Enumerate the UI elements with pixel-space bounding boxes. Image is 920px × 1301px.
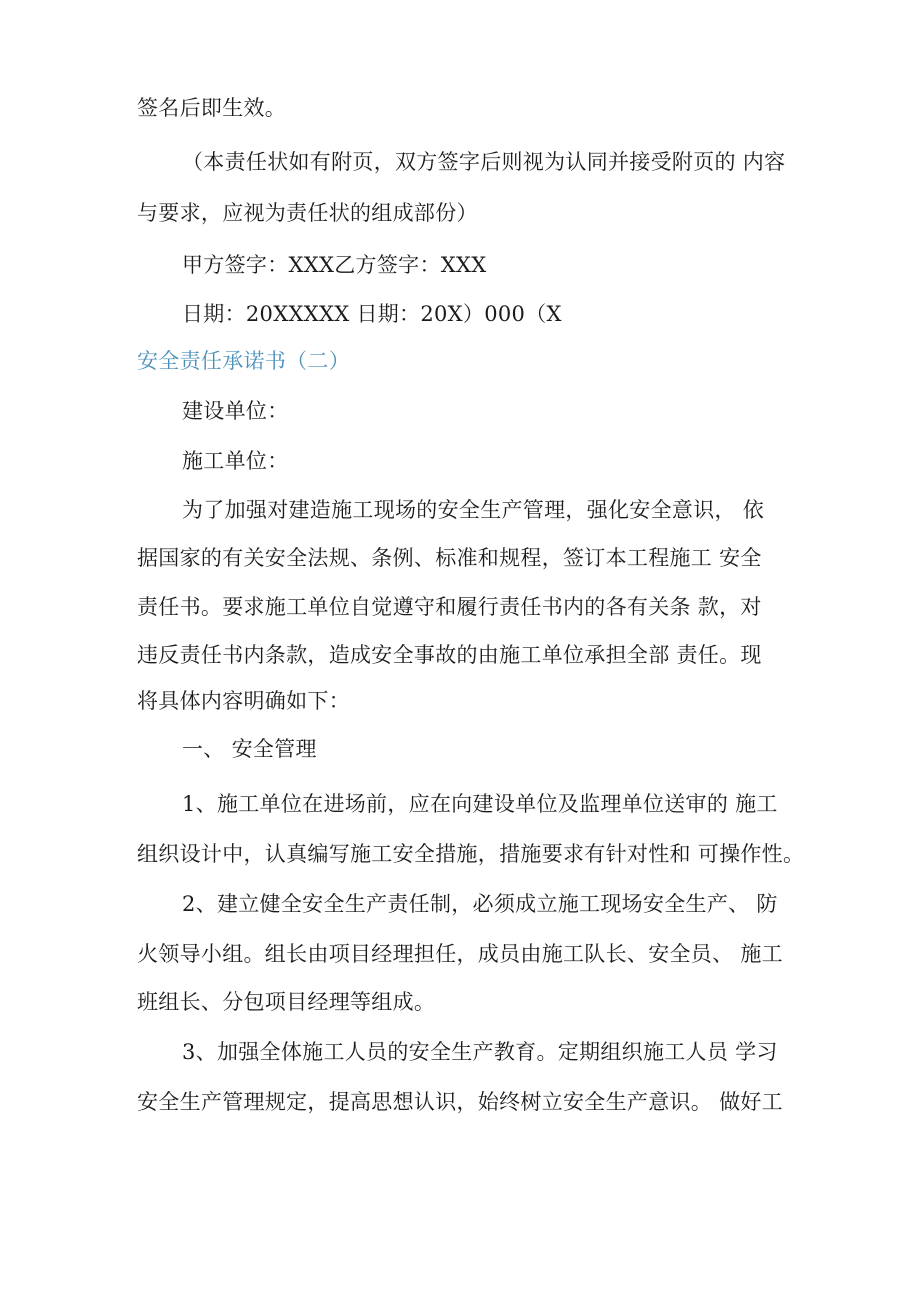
text-line: 与要求，应视为责任状的组成部份） (137, 201, 478, 225)
date-line: 日期：20XXXXX 日期：20X）000（X (182, 302, 562, 326)
text-line: 建设单位： (182, 399, 289, 423)
text-line: 2、建立健全安全生产责任制，必须成立施工现场安全生产、 防 (182, 892, 778, 916)
text-line: 责任书。要求施工单位自觉遵守和履行责任书内的各有关条 款，对 (137, 595, 762, 619)
text-line: 火领导小组。组长由项目经理担任，成员由施工队长、安全员、 施工 (137, 942, 783, 966)
section-heading: 安全责任承诺书（二） (137, 349, 350, 373)
text-line: 组织设计中，认真编写施工安全措施，措施要求有针对性和 可操作性。 (137, 842, 805, 866)
text-line: 违反责任书内条款，造成安全事故的由施工单位承担全部 责任。现 (137, 643, 762, 667)
text-line: （本责任状如有附页，双方签字后则视为认同并接受附页的 内容 (182, 150, 786, 174)
text-line: 签名后即生效。 (137, 96, 287, 120)
text-line: 为了加强对建造施工现场的安全生产管理，强化安全意识， 依 (182, 498, 765, 522)
text-line: 班组长、分包项目经理等组成。 (137, 990, 436, 1014)
text-line: 安全生产管理规定，提高思想认识，始终树立安全生产意识。 做好工 (137, 1090, 783, 1114)
text-line: 1、施工单位在进场前，应在向建设单位及监理单位送审的 施工 (182, 792, 778, 816)
text-line: 施工单位： (182, 449, 289, 473)
text-line: 3、加强全体施工人员的安全生产教育。定期组织施工人员 学习 (182, 1040, 778, 1064)
text-line: 将具体内容明确如下： (137, 689, 350, 713)
text-line: 据国家的有关安全法规、条例、标准和规程，签订本工程施工 安全 (137, 546, 762, 570)
subsection-title: 一、 安全管理 (182, 737, 317, 761)
signature-line: 甲方签字：XXX乙方签字：XXX (182, 253, 487, 277)
